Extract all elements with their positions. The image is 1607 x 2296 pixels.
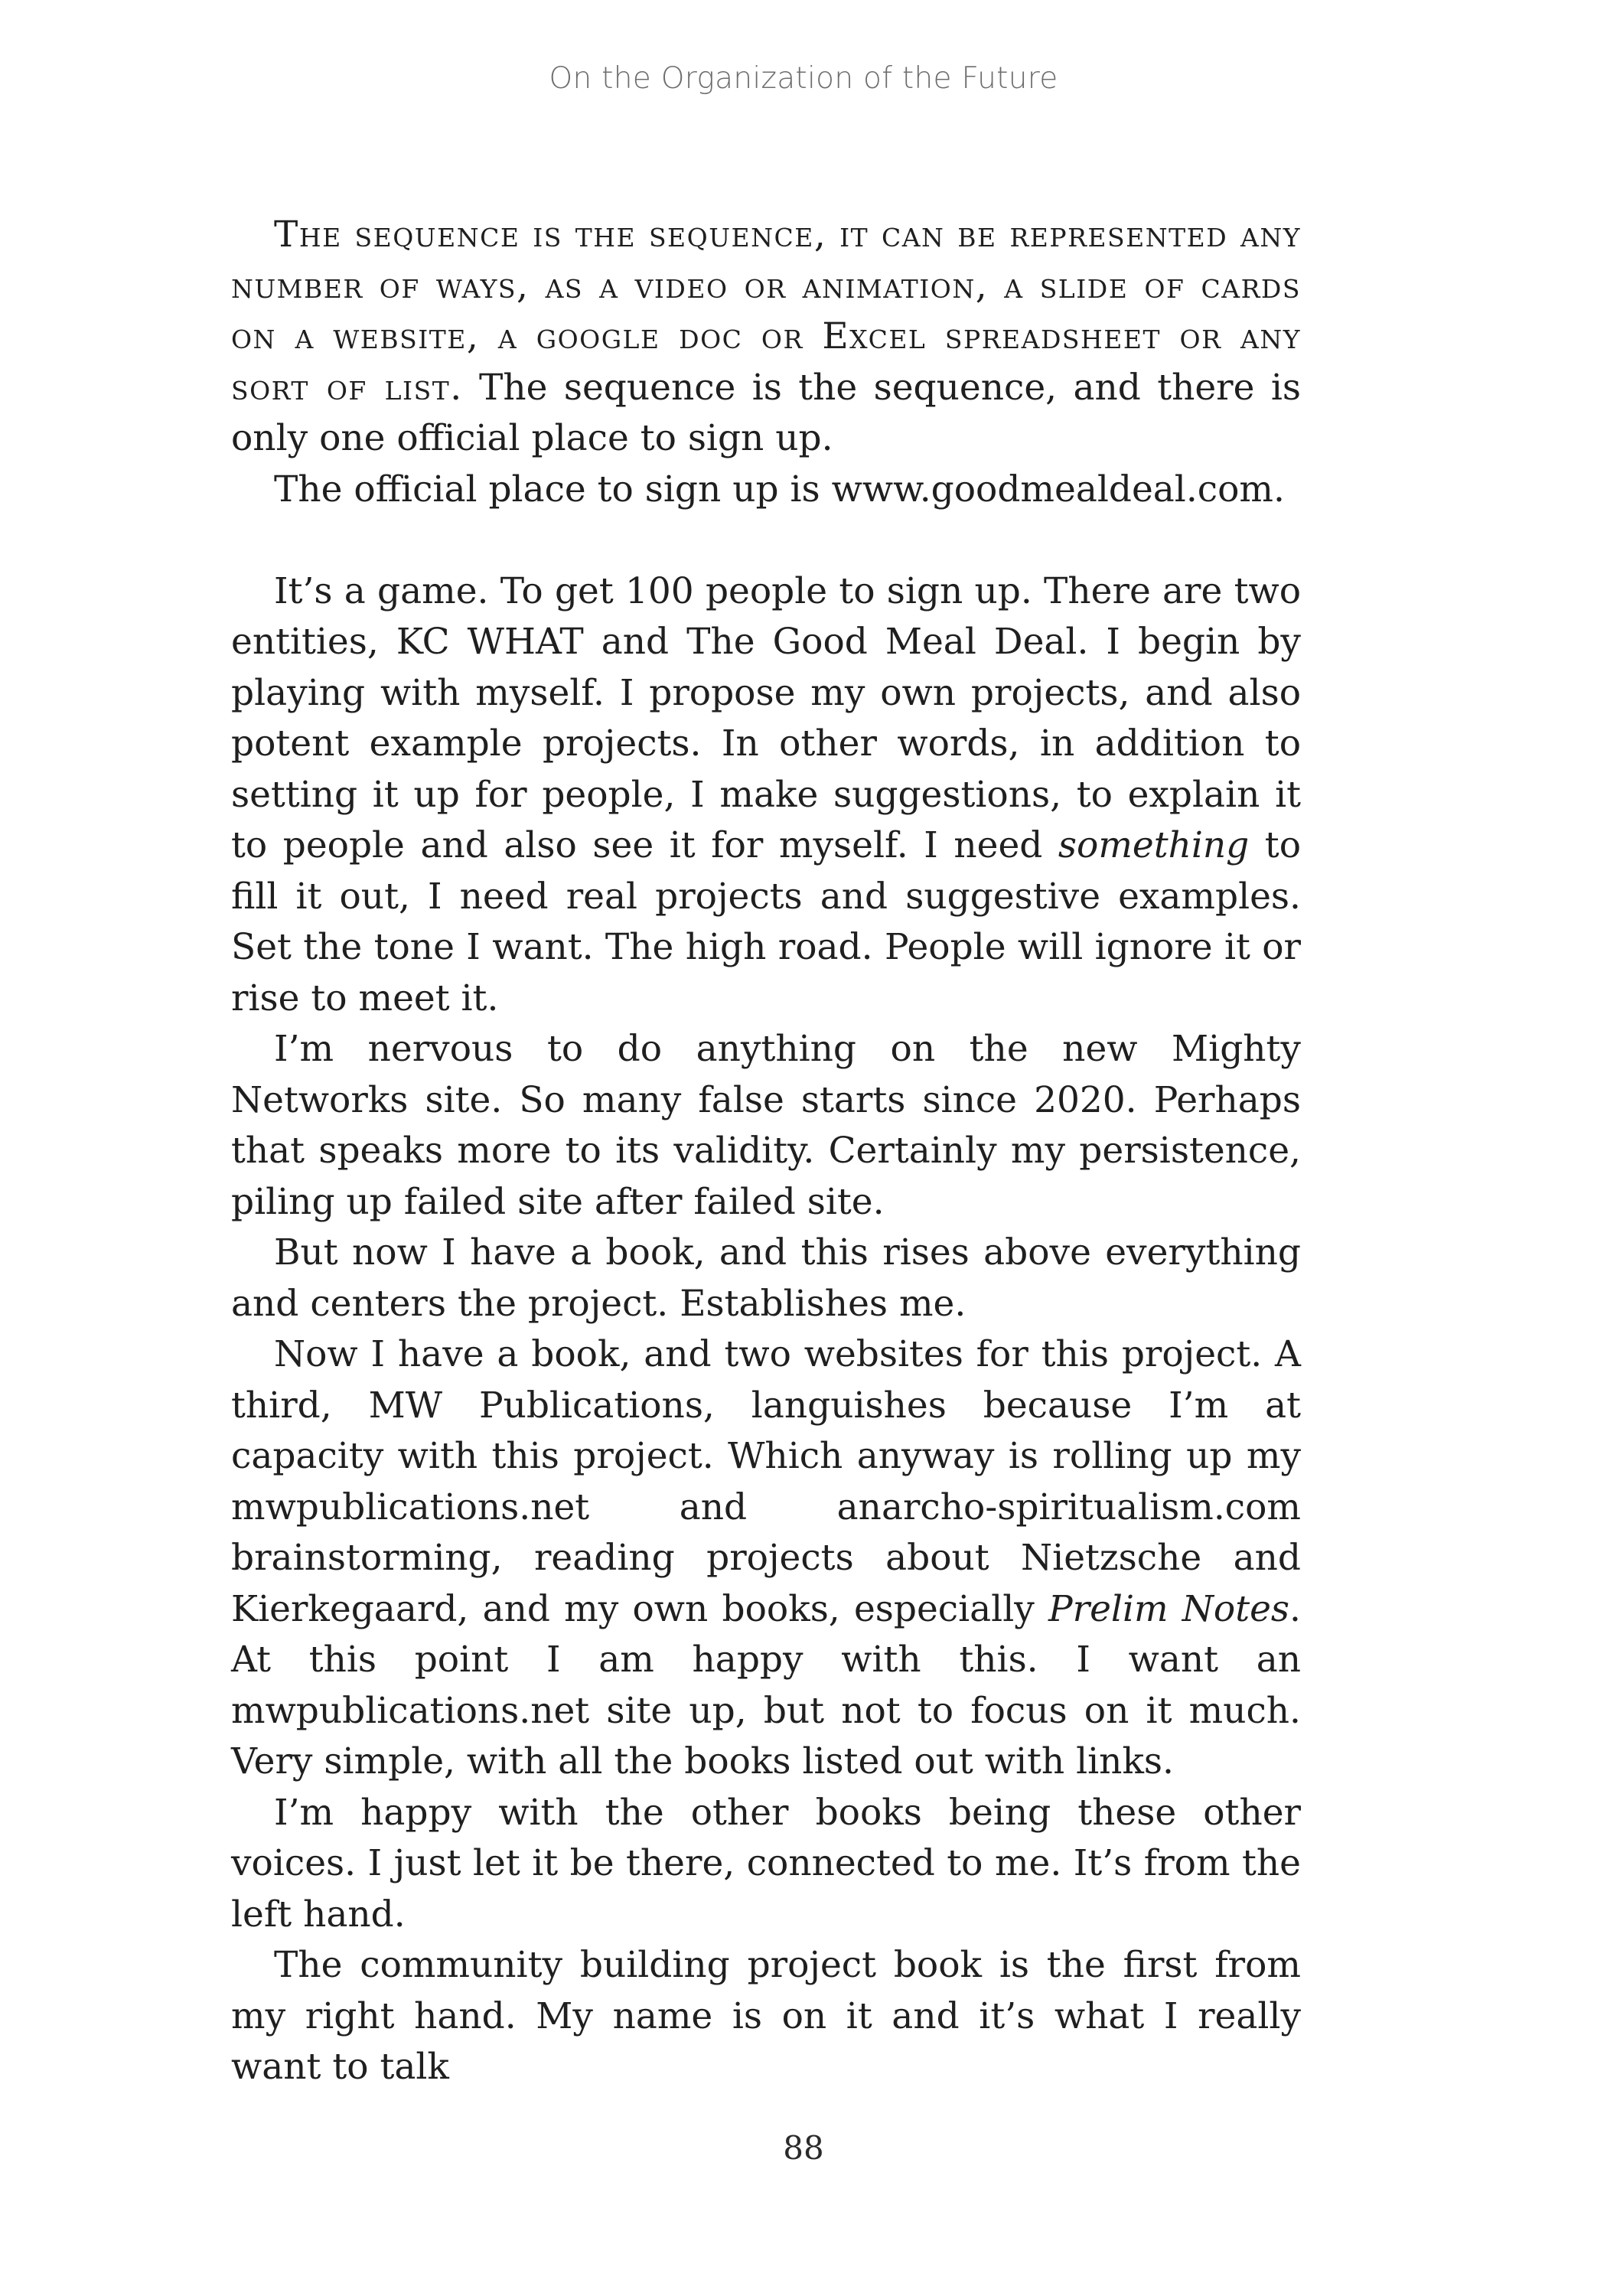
paragraph-1: [231, 210, 1301, 465]
paragraph-2: The official place to sign up is www.goodmealdeal.com.: [274, 468, 1285, 510]
paragraph-6-italic: Prelim Notes: [1048, 1587, 1290, 1630]
paragraph-1-smallcaps-lead: The sequence is the sequence, it can be represented any number of ways, as a video or animation, a slide of cards on a website, a google doc or Excel spreadsheet or any sort of list.: [231, 214, 1301, 409]
paragraph-3: [231, 566, 1301, 1025]
paragraph-3-text: It’s a game. To get 100 people to sign up. There are two entities, KC WHAT and The Good Meal Deal. I begin by playing with myself. I propose my own projects, and also potent example projects. In other words, in addition to setting it up for people, I make suggestions, to explain it to people and also see it for myself. I need: [231, 569, 1301, 866]
body-text: [231, 210, 1301, 2093]
paragraph-8: The community building project book is the first from my right hand. My name is on it and it’s what I really want to talk: [231, 1944, 1301, 2088]
paragraph-5: But now I have a book, and this rises above everything and centers the project. Establishes me.: [231, 1231, 1301, 1325]
paragraph-6-text: Now I have a book, and two websites for this project. A third, MW Publications, languishes because I’m at capacity with this project. Which anyway is rolling up my mwpublications.net and anarcho-spiritualism.com brainstorming, reading projects about Nietzsche and Kierkegaard, and my own books, especially: [231, 1333, 1301, 1630]
running-head: On the Organization of the Future: [549, 61, 1058, 96]
paragraph-6: [231, 1329, 1301, 1788]
paragraph-7: I’m happy with the other books being these other voices. I just let it be there, connected to me. It’s from the left hand.: [231, 1791, 1301, 1936]
paragraph-1-text: The sequence is the sequence, and there is only one official place to sign up.: [231, 366, 1301, 459]
page-number: 88: [783, 2129, 824, 2167]
paragraph-6-text-after: . At this point I am happy with this. I want an mwpublications.net site up, but not to focus on it much. Very simple, with all the books listed out with links.: [231, 1587, 1301, 1782]
paragraph-4: I’m nervous to do anything on the new Mighty Networks site. So many false starts since 2020. Perhaps that speaks more to its validity. Certainly my persistence, piling up failed site after failed site.: [231, 1028, 1301, 1223]
paragraph-3-italic: something: [1058, 824, 1250, 866]
paragraph-3-text-after: to fill it out, I need real projects and suggestive examples. Set the tone I want. The high road. People will ignore it or rise to meet it.: [231, 824, 1301, 1019]
